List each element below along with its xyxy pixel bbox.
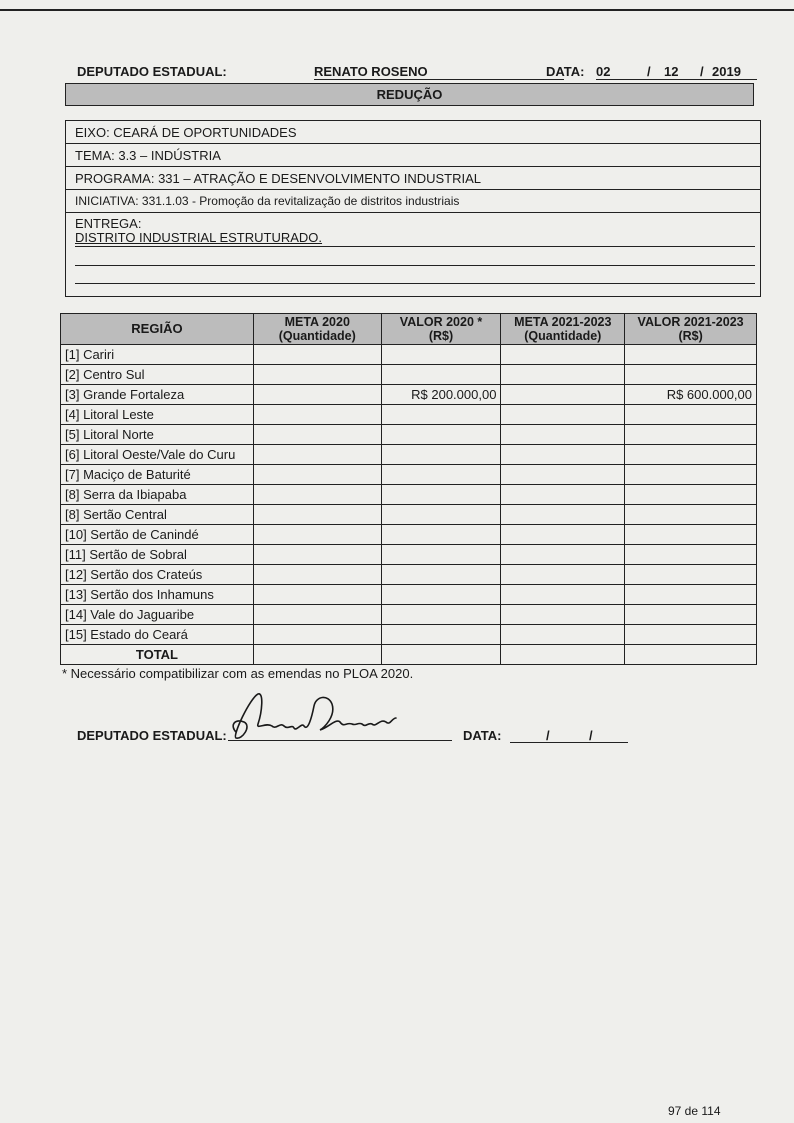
regiao-cell: [11] Sertão de Sobral (61, 545, 254, 565)
valor-2020-cell (381, 585, 501, 605)
date-underline (596, 79, 757, 80)
header-meta-2020-line2: (Quantidade) (278, 329, 356, 343)
valor-2020-cell (381, 525, 501, 545)
signature-line (228, 740, 452, 741)
date-label: DATA: (546, 64, 585, 79)
table-row (61, 505, 757, 525)
signature-date-slash-2: / (589, 728, 593, 743)
meta-2021-2023-cell (501, 445, 625, 465)
meta-2021-2023-cell (501, 585, 625, 605)
date-day: 02 (596, 64, 611, 79)
page-number: 97 de 114 (668, 1104, 721, 1118)
programa-text: PROGRAMA: 331 – ATRAÇÃO E DESENVOLVIMENTO INDUSTRIAL (75, 171, 481, 186)
regiao-cell: [12] Sertão dos Crateús (61, 565, 254, 585)
total-label-cell: TOTAL (61, 645, 254, 665)
regiao-cell: [7] Maciço de Baturité (61, 465, 254, 485)
meta-2020-cell (253, 445, 381, 465)
reduction-banner: REDUÇÃO (65, 83, 754, 106)
valor-2021-2023-cell (625, 505, 757, 525)
valor-2020-cell (381, 345, 501, 365)
valor-2021-2023-cell (625, 485, 757, 505)
meta-2020-cell (253, 425, 381, 445)
eixo-text: EIXO: CEARÁ DE OPORTUNIDADES (75, 125, 297, 140)
deputy-label: DEPUTADO ESTADUAL: (77, 64, 227, 79)
valor-2021-2023-cell (625, 465, 757, 485)
info-box (65, 120, 761, 297)
header-meta-2020 (253, 314, 381, 345)
deputy-name: RENATO ROSENO (314, 64, 428, 79)
valor-2021-2023-cell (625, 605, 757, 625)
header-meta-2020-line1: META 2020 (284, 315, 350, 329)
regiao-cell: [15] Estado do Ceará (61, 625, 254, 645)
entrega-value: DISTRITO INDUSTRIAL ESTRUTURADO. (75, 230, 323, 245)
regiao-cell: [2] Centro Sul (61, 365, 254, 385)
valor-2021-2023-cell (625, 625, 757, 645)
table-row (61, 445, 757, 465)
valor-2021-2023-cell (625, 585, 757, 605)
meta-2021-2023-cell (501, 525, 625, 545)
meta-2020-cell (253, 565, 381, 585)
regiao-cell: [1] Cariri (61, 345, 254, 365)
iniciativa-text: INICIATIVA: 331.1.03 - Promoção da revitalização de distritos industriais (75, 194, 460, 208)
meta-2020-cell (253, 525, 381, 545)
table-row (61, 625, 757, 645)
meta-2021-2023-cell (501, 425, 625, 445)
regiao-cell: [6] Litoral Oeste/Vale do Curu (61, 445, 254, 465)
meta-2020-cell (253, 625, 381, 645)
header-meta-2021-2023-line2: (Quantidade) (524, 329, 602, 343)
entrega-label: ENTREGA: (75, 216, 142, 231)
regiao-cell: [14] Vale do Jaguaribe (61, 605, 254, 625)
table-row (61, 525, 757, 545)
valor-2021-2023-cell (625, 345, 757, 365)
meta-2020-cell (253, 345, 381, 365)
table-row (61, 585, 757, 605)
regiao-cell: [5] Litoral Norte (61, 425, 254, 445)
meta-2020-cell (253, 605, 381, 625)
valor-2020-cell: R$ 200.000,00 (381, 385, 501, 405)
valor-2020-cell (381, 645, 501, 665)
header-line (77, 62, 757, 82)
date-year: 2019 (712, 64, 741, 79)
meta-2020-cell (253, 645, 381, 665)
region-table (60, 313, 757, 665)
valor-2021-2023-cell: R$ 600.000,00 (625, 385, 757, 405)
header-meta-2021-2023-line1: META 2021-2023 (514, 315, 612, 329)
eixo-row (66, 121, 760, 144)
deputy-name-underline (314, 79, 564, 80)
valor-2021-2023-cell (625, 565, 757, 585)
valor-2020-cell (381, 505, 501, 525)
signature-label: DEPUTADO ESTADUAL: (77, 728, 227, 743)
meta-2020-cell (253, 385, 381, 405)
valor-2021-2023-cell (625, 365, 757, 385)
table-row (61, 365, 757, 385)
regiao-cell: [4] Litoral Leste (61, 405, 254, 425)
valor-2020-cell (381, 465, 501, 485)
meta-2021-2023-cell (501, 405, 625, 425)
meta-2021-2023-cell (501, 625, 625, 645)
footnote: * Necessário compatibilizar com as emendas no PLOA 2020. (62, 666, 414, 681)
meta-2020-cell (253, 405, 381, 425)
header-meta-2021-2023 (501, 314, 625, 345)
valor-2020-cell (381, 625, 501, 645)
valor-2020-cell (381, 365, 501, 385)
table-row (61, 425, 757, 445)
table-row (61, 345, 757, 365)
header-valor-2020 (381, 314, 501, 345)
meta-2021-2023-cell (501, 385, 625, 405)
programa-row (66, 167, 760, 190)
date-sep-2: / (700, 64, 704, 79)
handwritten-signature (228, 688, 418, 748)
meta-2021-2023-cell (501, 505, 625, 525)
signature-date-label: DATA: (463, 728, 502, 743)
valor-2020-cell (381, 425, 501, 445)
valor-2021-2023-cell (625, 425, 757, 445)
signature-date-line (510, 742, 628, 743)
meta-2020-cell (253, 545, 381, 565)
table-row (61, 605, 757, 625)
regiao-cell: [8] Serra da Ibiapaba (61, 485, 254, 505)
iniciativa-row (66, 190, 760, 213)
valor-2021-2023-cell (625, 525, 757, 545)
date-month: 12 (664, 64, 679, 79)
meta-2021-2023-cell (501, 605, 625, 625)
meta-2020-cell (253, 465, 381, 485)
header-valor-2021-2023 (625, 314, 757, 345)
signature-date-slash-1: / (546, 728, 550, 743)
meta-2021-2023-cell (501, 565, 625, 585)
header-valor-2020-line1: VALOR 2020 * (399, 315, 483, 329)
meta-2021-2023-cell (501, 465, 625, 485)
header-valor-2020-line2: (R$) (428, 329, 454, 343)
meta-2020-cell (253, 485, 381, 505)
valor-2020-cell (381, 565, 501, 585)
table-row (61, 385, 757, 405)
tema-text: TEMA: 3.3 – INDÚSTRIA (75, 148, 221, 163)
table-row (61, 545, 757, 565)
table-row (61, 485, 757, 505)
header-regiao: REGIÃO (61, 314, 254, 345)
valor-2020-cell (381, 485, 501, 505)
table-row (61, 465, 757, 485)
meta-2021-2023-cell (501, 345, 625, 365)
top-rule (0, 9, 794, 11)
meta-2020-cell (253, 505, 381, 525)
header-valor-2021-2023-line1: VALOR 2021-2023 (637, 315, 744, 329)
table-total-row (61, 645, 757, 665)
meta-2020-cell (253, 585, 381, 605)
table-header-row (61, 314, 757, 345)
entrega-line-1 (75, 246, 755, 247)
regiao-cell: [8] Sertão Central (61, 505, 254, 525)
entrega-line-2 (75, 265, 755, 266)
meta-2021-2023-cell (501, 365, 625, 385)
table-row (61, 405, 757, 425)
header-valor-2021-2023-line2: (R$) (678, 329, 703, 343)
valor-2020-cell (381, 445, 501, 465)
meta-2021-2023-cell (501, 545, 625, 565)
meta-2021-2023-cell (501, 645, 625, 665)
entrega-line-3 (75, 283, 755, 284)
regiao-cell: [3] Grande Fortaleza (61, 385, 254, 405)
valor-2020-cell (381, 405, 501, 425)
regiao-cell: [10] Sertão de Canindé (61, 525, 254, 545)
valor-2020-cell (381, 605, 501, 625)
valor-2020-cell (381, 545, 501, 565)
table-row (61, 565, 757, 585)
regiao-cell: [13] Sertão dos Inhamuns (61, 585, 254, 605)
tema-row (66, 144, 760, 167)
meta-2021-2023-cell (501, 485, 625, 505)
valor-2021-2023-cell (625, 445, 757, 465)
meta-2020-cell (253, 365, 381, 385)
date-sep-1: / (647, 64, 651, 79)
valor-2021-2023-cell (625, 545, 757, 565)
valor-2021-2023-cell (625, 405, 757, 425)
valor-2021-2023-cell (625, 645, 757, 665)
